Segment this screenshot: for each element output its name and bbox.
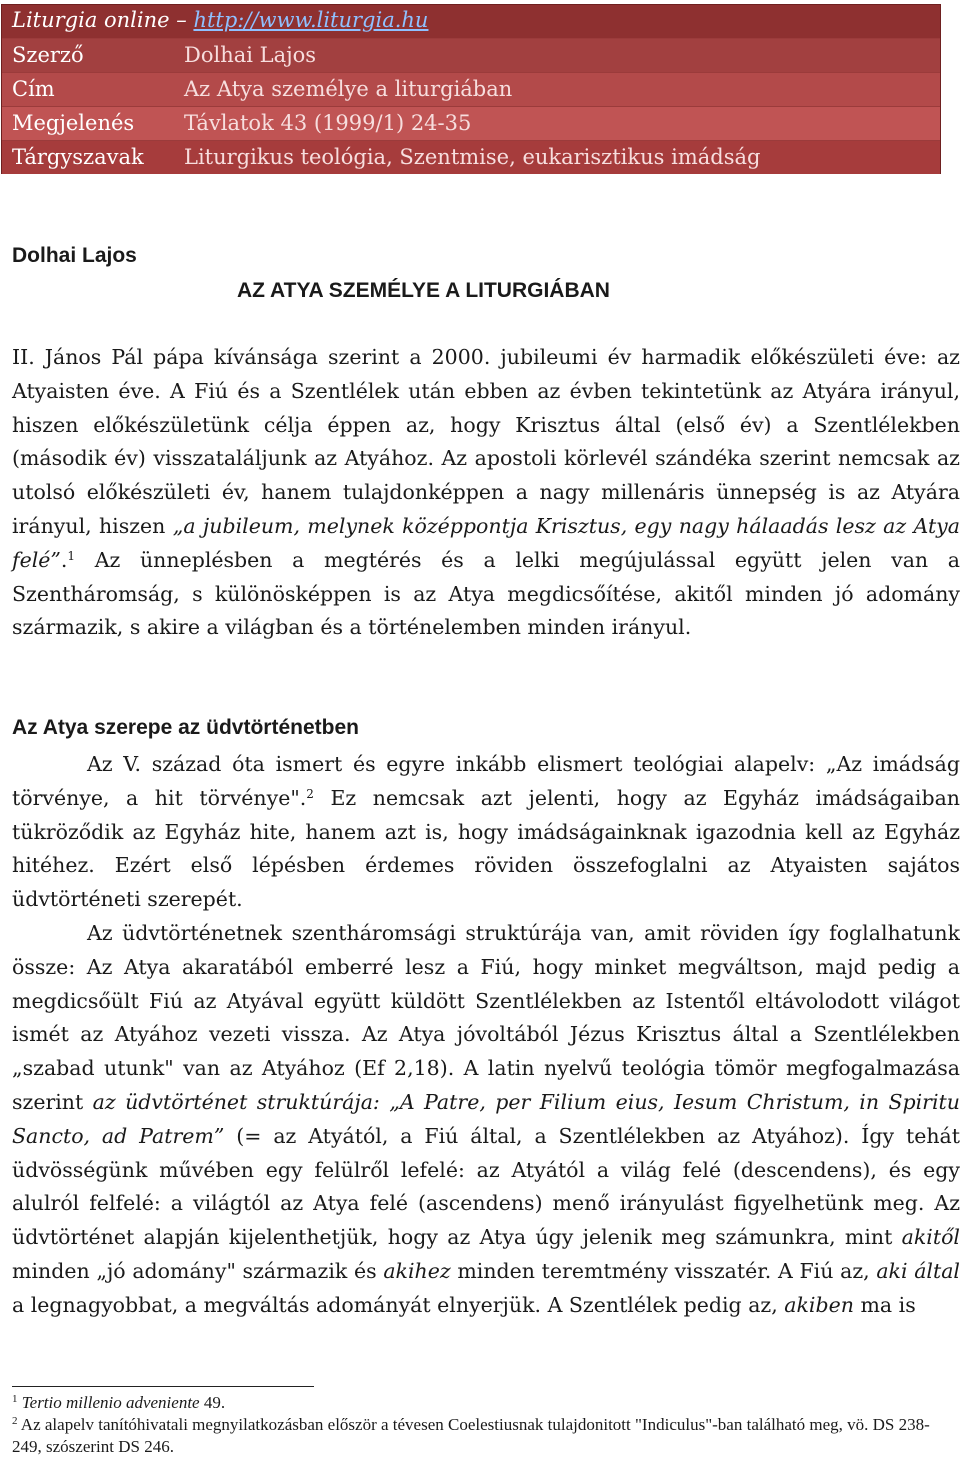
paragraph-intro — [12, 341, 960, 645]
italic-text: akitől — [901, 1225, 960, 1250]
footnote-divider — [12, 1386, 314, 1387]
section-heading: Az Atya szerepe az üdvtörténetben — [12, 716, 359, 739]
text-run: a legnagyobbat, a megváltás adományát elnyerjük. A Szentlélek pedig az, — [12, 1292, 785, 1317]
text-run: Az üdvtörténetnek szentháromsági struktúrája van, amit röviden így foglalhatunk össze: Az Atya akaratából emberré lesz a Fiú, hogy minket megváltson, majd pedig a megdicsőült Fiú az Atyával együtt küldött Szentlélekben az Istentől eltávolodott világot ismét az Atyához vezeti vissza. Az Atya jóvoltából Jézus Krisztus által a Szentlélekben „szabad utunk" van az Atyához (Ef 2,18). A latin nyelvű teológia tömör megfogalmazása szerint — [12, 921, 960, 1114]
meta-value: Az Atya személye a liturgiában — [184, 77, 513, 101]
article-author: Dolhai Lajos — [12, 244, 137, 267]
footnote-ref[interactable]: 1 — [67, 548, 76, 563]
footnote-number: 2 — [12, 1415, 18, 1427]
footnote-ref[interactable]: 2 — [306, 786, 314, 801]
meta-value: Liturgikus teológia, Szentmise, eukarisztikus imádság — [184, 145, 761, 169]
site-row — [2, 5, 940, 38]
text-run: minden „jó adomány" származik és — [12, 1258, 384, 1283]
meta-row-publication — [2, 107, 940, 140]
text-run: . — [60, 547, 68, 572]
footnotes — [12, 1392, 952, 1458]
italic-quote: „a jubileum, melynek középpontja Krisztus, egy nagy hálaadás lesz az Atya felé” — [12, 513, 960, 572]
paragraph-structure — [12, 917, 960, 1323]
text-run: II. János Pál pápa kívánsága szerint a 2000. jubileumi év harmadik előkészületi éve: az Atyaisten éve. A Fiú és a Szentlélek után ebben az évben tekintetünk az Atyára irányul, hiszen előkészületünk célja éppen az, hogy Krisztus által (első év) a Szentlélekben (második év) visszataláljunk az Atyához. Az apostoli körlevél szándéka szerint nemcsak az utolsó előkészületi év, hanem tulajdonképpen a nagy millenáris ünnepség is az Atyára irányul, hiszen — [12, 345, 960, 538]
meta-row-keywords — [2, 141, 940, 174]
italic-text: az üdvtörténet struktúrája: „A Patre, per Filium eius, Iesum Christum, in Spiritu Sancto, ad Patrem” — [12, 1089, 960, 1148]
footnote-text: Az alapelv tanítóhivatali megnyilatkozásban először a tévesen Coelestiusnak tulajdonitott "Indiculus"-ban található meg, vö. DS 238-249, szószerint DS 246. — [12, 1415, 930, 1456]
metadata-table — [1, 4, 941, 174]
footnote-1 — [12, 1392, 952, 1414]
paragraph-principle — [12, 748, 960, 917]
meta-value: Dolhai Lajos — [184, 43, 317, 67]
text-run: minden teremtmény visszatér. A Fiú az, — [450, 1258, 877, 1283]
meta-row-title — [2, 73, 940, 106]
meta-row-author — [2, 39, 940, 72]
italic-text: akiben — [784, 1292, 854, 1317]
site-link[interactable]: http://www.liturgia.hu — [193, 8, 429, 32]
meta-label: Cím — [12, 77, 55, 101]
site-title — [12, 8, 428, 32]
footnote-number: 1 — [12, 1393, 18, 1405]
site-name: Liturgia online – — [12, 8, 194, 32]
text-run: Az ünneplésben a megtérés és a lelki megújulással együtt jelen van a Szentháromság, s különösképpen is az Atya megdicsőítése, akitől minden jó adomány származik, s akire a világban és a történelemben minden irányul. — [12, 547, 960, 640]
text-run: Ez nemcsak azt jelenti, hogy az Egyház imádságaiban tükröződik az Egyház hite, hanem azt is, hogy imádságainknak igazodnia kell az Egyház hitéhez. Ezért első lépésben érdemes röviden összefoglalni az Atyaisten sajátos üdvtörténeti szerepét. — [12, 785, 960, 912]
footnote-text: 49. — [199, 1393, 226, 1412]
italic-text: aki által — [876, 1258, 960, 1283]
meta-label: Szerző — [12, 43, 84, 67]
meta-label: Tárgyszavak — [12, 145, 144, 169]
article-title: AZ ATYA SZEMÉLYE A LITURGIÁBAN — [237, 279, 610, 302]
footnote-italic: Tertio millenio adveniente — [21, 1393, 200, 1412]
meta-label: Megjelenés — [12, 111, 135, 135]
meta-value: Távlatok 43 (1999/1) 24-35 — [184, 111, 472, 135]
footnote-2 — [12, 1414, 952, 1458]
text-run: Az V. század óta ismert és egyre inkább elismert teológiai alapelv: „Az imádság törvénye, a hit törvénye". — [12, 752, 960, 810]
italic-text: akihez — [383, 1258, 451, 1283]
text-run: ma is — [853, 1292, 916, 1317]
text-run: (= az Atyától, a Fiú által, a Szentlélekben az Atyához). Így tehát üdvösségünk művében egy felülről lefelé: az Atyától a világ felé (descendens), és egy alulról felfelé: a világtól az Atya felé (ascendens) menő irányulást figyelhetünk meg. Az üdvtörténet alapján kijelenthetjük, hogy az Atya úgy jelenik meg számunkra, mint — [12, 1123, 960, 1250]
